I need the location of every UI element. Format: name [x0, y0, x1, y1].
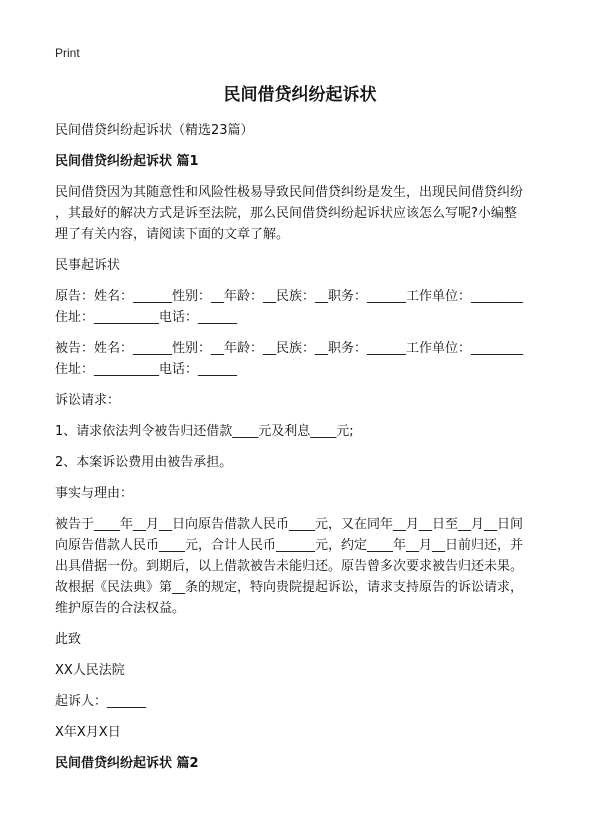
text-line: 维护原告的合法权益。	[55, 601, 186, 616]
subtitle: 民间借贷纠纷起诉状（精选23篇）	[55, 123, 254, 138]
text-line: 理了有关内容，请阅读下面的文章了解。	[55, 227, 290, 242]
plaintiff-signature: 起诉人：______	[55, 694, 147, 709]
text-line: 住址：__________电话：______	[55, 310, 238, 325]
print-link[interactable]: Print	[55, 46, 80, 60]
defendant-info	[55, 338, 555, 380]
intro-paragraph	[55, 182, 555, 245]
text-line: 被告于____年__月__日向原告借款人民币____元，又在同年__月__日至__月__日间	[55, 517, 524, 532]
text-line: ，其最好的解决方式是诉至法院，那么民间借贷纠纷起诉状应该怎么写呢?小编整	[55, 206, 517, 221]
text-line: 出具借据一份。到期后，以上借款被告未能归还。原告曾多次要求被告归还未果。	[55, 559, 524, 574]
court-name: XX人民法院	[55, 663, 125, 678]
claim-item: 2、本案诉讼费用由被告承担。	[55, 455, 233, 470]
text-line: 民间借贷因为其随意性和风险性极易导致民间借贷纠纷是发生，出现民间借贷纠纷	[55, 185, 524, 200]
text-line: 故根据《民法典》第__条的规定，特向贵院提起诉讼，请求支持原告的诉讼请求，	[55, 580, 524, 595]
section-heading-1: 民间借贷纠纷起诉状 篇1	[55, 154, 199, 169]
date: X年X月X日	[55, 725, 121, 740]
text-line: 原告：姓名：______性别：__年龄：__民族：__职务：______工作单位：________	[55, 289, 524, 304]
text-line: 住址：__________电话：______	[55, 362, 238, 377]
text-line: 被告：姓名：______性别：__年龄：__民族：__职务：______工作单位：________	[55, 341, 524, 356]
claim-item: 1、请求依法判令被告归还借款____元及利息____元;	[55, 424, 354, 439]
facts-heading: 事实与理由：	[55, 486, 134, 501]
facts-paragraph	[55, 514, 555, 619]
closing: 此致	[55, 632, 82, 647]
text-line: 向原告借款人民币____元，合计人民币______元，约定____年__月__日前归还，并	[55, 538, 524, 553]
doc-heading: 民事起诉状	[55, 258, 121, 273]
claims-heading: 诉讼请求：	[55, 393, 121, 408]
document-body	[55, 120, 555, 784]
plaintiff-info	[55, 286, 555, 328]
page-title: 民间借贷纠纷起诉状	[223, 85, 377, 105]
section-heading-2: 民间借贷纠纷起诉状 篇2	[55, 756, 199, 771]
